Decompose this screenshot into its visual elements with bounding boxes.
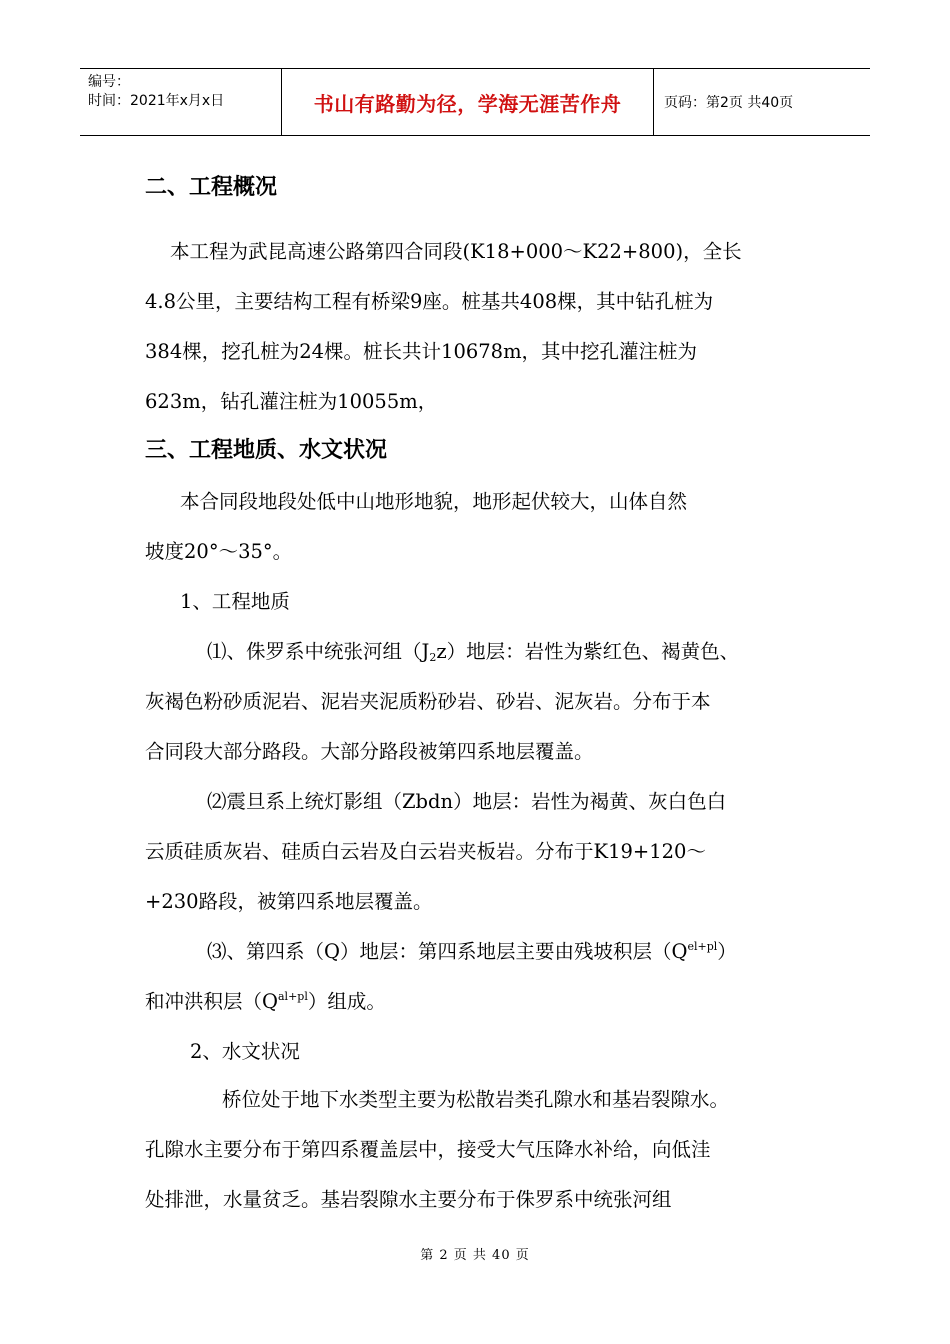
paragraph-line: 孔隙水主要分布于第四系覆盖层中，接受大气压降水补给，向低洼 (145, 1138, 711, 1161)
page-footer: 第 2 页 共 40 页 (420, 1248, 530, 1263)
superscript: el+pl (687, 940, 718, 953)
paragraph-line: +230路段，被第四系地层覆盖。 (145, 890, 433, 913)
paragraph-line: ⑴、侏罗系中统张河组$(J_2z)$地层：岩性为紫红色、褐黄色、 (207, 640, 740, 664)
page-header (80, 68, 870, 136)
paragraph-line: ⑵震旦系上统灯影组（Zbdn）地层：岩性为褐黄、灰白色白 (207, 790, 727, 813)
paragraph-line: 本工程为武昆高速公路第四合同段(K18+000～K22+800)，全长 (170, 240, 742, 263)
paragraph-line: 坡度20°～35°。 (145, 540, 293, 563)
paragraph-line: 云质硅质灰岩、硅质白云岩及白云岩夹板岩。分布于K19+120～ (145, 840, 706, 863)
superscript: al+pl (278, 990, 308, 1003)
subsection-title-hydrology: 2、水文状况 (190, 1040, 300, 1063)
paragraph-line: 处排泄，水量贫乏。基岩裂隙水主要分布于侏罗系中统张河组 (145, 1188, 672, 1211)
paragraph-line: 桥位处于地下水类型主要为松散岩类孔隙水和基岩裂隙水。 (222, 1088, 730, 1111)
paragraph-line: 4.8公里，主要结构工程有桥梁9座。桩基共408棵，其中钻孔桩为 (145, 290, 714, 313)
subscript: 2 (429, 651, 437, 664)
subsection-title-geology: 1、工程地质 (180, 590, 290, 613)
document-date: 时间：2021年x月x日 (88, 93, 225, 109)
paragraph-line: 和冲洪积层$(Q^{al+pl})$组成。 (145, 990, 386, 1013)
header-motto: 书山有路勤为径，学海无涯苦作舟 (282, 69, 654, 135)
section-title-geology-hydrology: 三、工程地质、水文状况 (145, 438, 388, 463)
paragraph-line: ⑶、第四系（Q）地层：第四系地层主要由残坡积层$(Q^{el+pl})$ (207, 940, 737, 963)
paragraph-line: 384棵，挖孔桩为24棵。桩长共计10678m，其中挖孔灌注桩为 (145, 340, 698, 363)
section-title-overview: 二、工程概况 (145, 175, 278, 200)
paragraph-line: 本合同段地段处低中山地形地貌，地形起伏较大，山体自然 (180, 490, 688, 513)
header-page-info: 页码：第2页 共40页 (664, 95, 794, 111)
paragraph-line: 合同段大部分路段。大部分路段被第四系地层覆盖。 (145, 740, 594, 763)
document-number: 编号： (88, 74, 130, 90)
header-meta (80, 69, 282, 135)
paragraph-line: 灰褐色粉砂质泥岩、泥岩夹泥质粉砂岩、砂岩、泥灰岩。分布于本 (145, 690, 711, 713)
paragraph-line: 623m，钻孔灌注桩为10055m， (145, 390, 438, 413)
